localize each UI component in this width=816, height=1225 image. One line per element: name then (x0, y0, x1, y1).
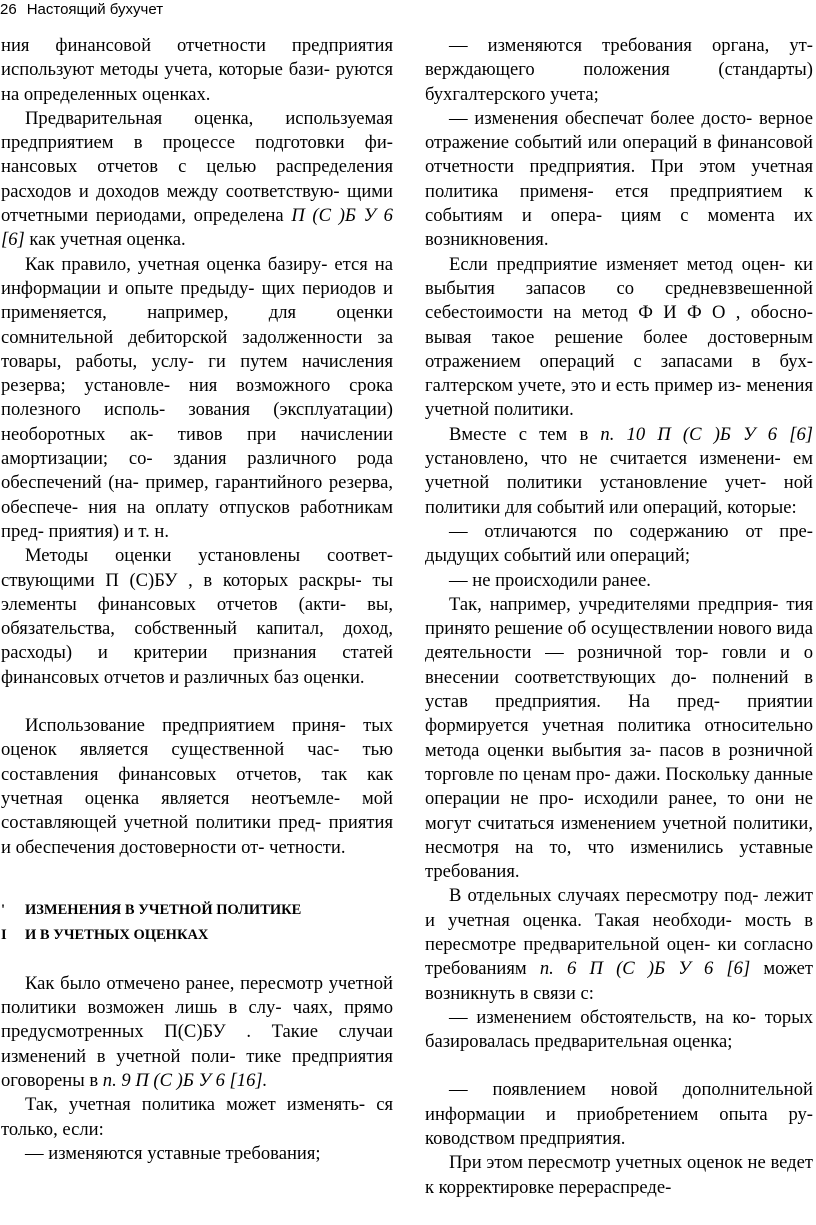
paragraph-policy-revision (1, 972, 393, 1093)
heading-text: ИЗМЕНЕНИЯ В УЧЕТНОЙ ПОЛИТИКЕ (25, 901, 302, 918)
section-heading-line-1 (1, 898, 393, 923)
right-column (425, 34, 813, 1200)
paragraph-text: Предварительная оценка, используемая предприятием в процессе подготовки фи- нансовых отчетов с целью распределения расходов и доходов между соответствую- щими отчетными периодами, определена (1, 107, 393, 227)
list-item-not-occurred-before: — не происходили ранее. (449, 569, 651, 591)
paragraph-continuation: ния финансовой отчетности предприятия используют методы учета, которые бази- руются на определенных оценках. (1, 35, 393, 105)
paragraph-text: Вместе с тем в (449, 423, 601, 445)
list-item-reliable-reflection: — изменения обеспечат более досто- верное отражение событий или операций в финансовой отчетности предприятия. При этом учетная политика применя- ется предприятием к событиям и опера- циям с момента их возникновения. (425, 107, 813, 251)
paragraph-gap (1, 690, 393, 714)
list-item-new-information: — появлением новой дополнительной информации и приобретением опыта ру- ководством предприятия. (425, 1079, 813, 1150)
list-item-differ-in-content: — отличаются по содержанию от пре- дыдущих событий или операций; (425, 520, 813, 567)
paragraph-estimate-basis: Как правило, учетная оценка базиру- ется на информации и опыте предыду- щих периодов и применяется, например, для оценки сомнительной дебиторской задолженности за товары, работы, услу- ги путем начисления резерва; установле- ния возможного срока полезного исполь- зования (эксплуатации) необоротных ак- тивов при начислении амортизации; со- здания различного рода обеспечений (на- пример, гарантийного резерва, обеспече- ния на оплату отпусков работникам пред- приятия) и т. н. (1, 253, 393, 542)
paragraph-text: В отдельных случаях пересмотру под- лежит и учетная оценка. Такая необходи- мость в пересмотре предварительной оцен- ки согласно требованиям (425, 885, 813, 980)
paragraph-valuation-methods: Методы оценки установлены соответ- ствующими П (С)БУ , в которых раскры- ты элементы финансовых отчетов (акти- вы, обязательства, собственный капитал, доход, расходы) и критерии признания статей финансовых отчетов и различных баз оценки. (1, 545, 393, 688)
heading-mark: I (1, 926, 7, 943)
section-heading-line-2 (1, 923, 393, 948)
running-title: Настоящий бухучет (26, 1, 164, 18)
paragraph-estimate-revision (425, 884, 813, 1005)
standard-reference: п. 6 П (С )Б У 6 [6] (539, 958, 751, 980)
paragraph-text: установлено, что не считается изменени- ем учетной политики установление учет- ной политики для событий или операций, которые: (425, 448, 813, 518)
page-number: 26 (0, 1, 17, 18)
paragraph-fifo-example: Если предприятие изменяет метод оцен- ки выбытия запасов со средневзвешенной себестоимости на метод Ф И Ф О , обосно- вывая такое решение более достоверным отражением операций с запасами в бух- галтерском учете, это и есть пример из- менения учетной политики. (425, 253, 813, 421)
left-column (1, 34, 393, 1166)
list-item-authority-requirements: — изменяются требования органа, ут- верждающего положения (стандарты) бухгалтерского учета; (425, 35, 813, 105)
paragraph-gap (1, 860, 393, 898)
standard-reference: п. 10 П (С )Б У 6 [6] (600, 423, 813, 445)
paragraph-preliminary-estimate (1, 107, 393, 253)
standard-reference: п. 9 П (С )Б У 6 [16]. (102, 1069, 268, 1091)
paragraph-gap (1, 948, 393, 972)
paragraph-retail-example: Так, например, учредителями предприя- тия принято решение об осуществлении нового вида деятельности — розничной тор- говли и о внесении соответствующих до- полнений в устав предприятия. На пред- приятии формируется учетная политика относительно метода оценки выбытия за- пасов в розничной торговле по ценам про- дажи. Поскольку данные операции не про- исходили ранее, то они не могут считаться изменением учетной политики, несмотря на то, что изменились уставные требования. (425, 593, 813, 883)
heading-mark: ' (1, 901, 6, 918)
paragraph-not-policy-change (425, 423, 813, 520)
paragraph-gap (425, 1054, 813, 1078)
paragraph-estimates-use: Использование предприятием приня- тых оценок является существенной час- тью составления финансовых отчетов, так как учетная оценка является неотъемле- мой составляющей учетной политики пред- приятия и обеспечения достоверности от- четности. (1, 715, 393, 858)
paragraph-text: как учетная оценка. (24, 229, 186, 251)
paragraph-policy-change-conditions: Так, учетная политика может изменять- ся только, если: (1, 1094, 393, 1140)
running-header (0, 0, 163, 24)
list-item-changed-circumstances: — изменением обстоятельств, на ко- торых базировалась предварительная оценка; (425, 1006, 813, 1053)
standard-reference: П (С )Б У 6 [6] (1, 205, 393, 251)
heading-text: И В УЧЕТНЫХ ОЦЕНКАХ (25, 926, 209, 943)
list-item-charter-requirements: — изменяются уставные требования; (25, 1142, 321, 1164)
paragraph-text: может возникнуть в связи с: (425, 958, 813, 1004)
paragraph-text: Как было отмечено ранее, пересмотр учетной политики возможен лишь в слу- чаях, прямо предусмотренных П(С)БУ . Такие случаи изменений в учетной поли- тике предприятия оговорены в (1, 972, 393, 1091)
paragraph-revision-consequence: При этом пересмотр учетных оценок не ведет к корректировке перераспреде- (425, 1152, 813, 1198)
